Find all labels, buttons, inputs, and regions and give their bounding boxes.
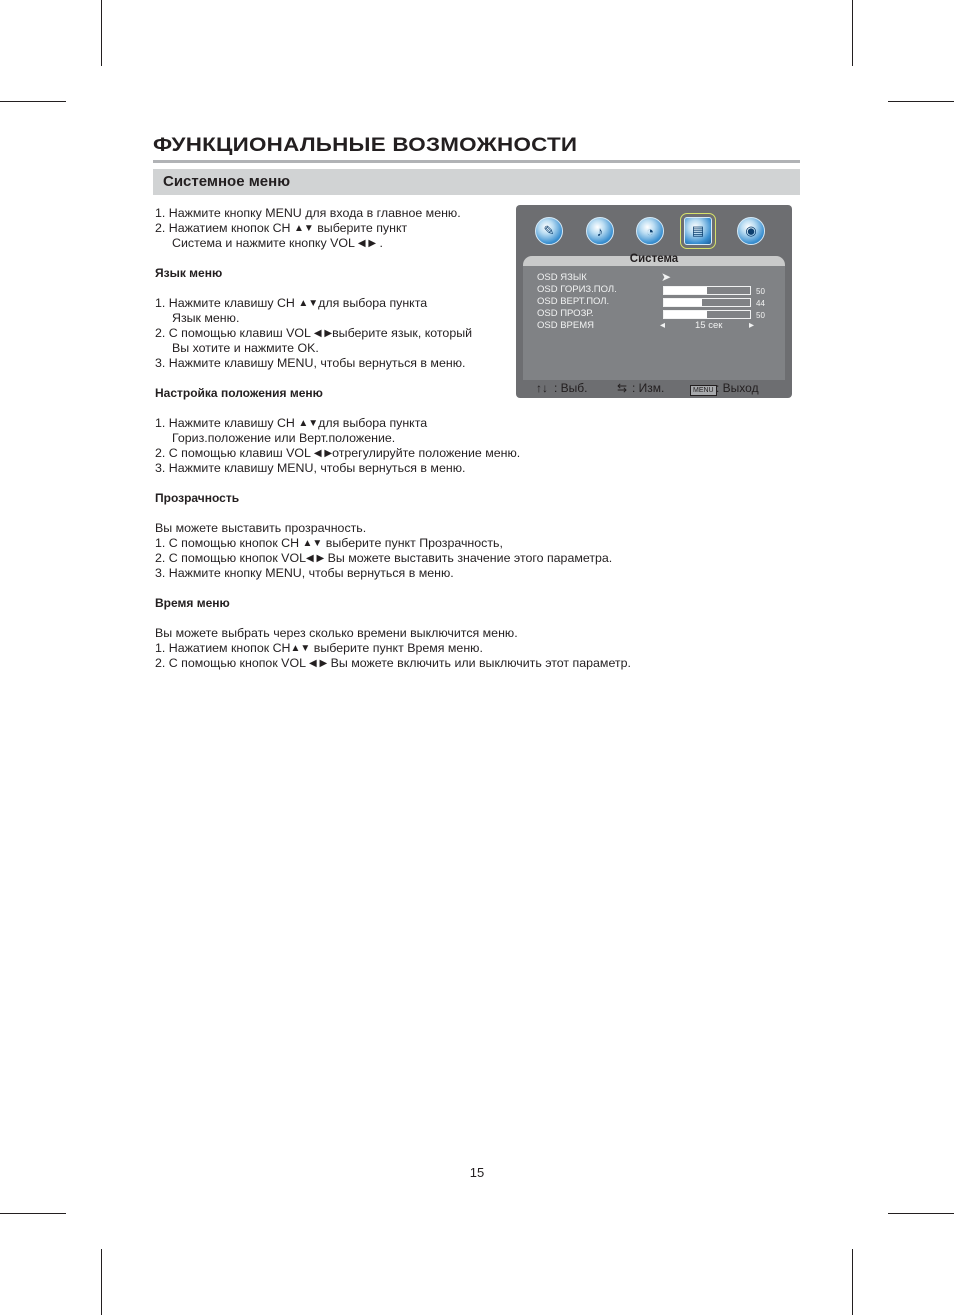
- transparency-intro: Вы можете выставить прозрачность.: [155, 521, 367, 535]
- swap-arrows-icon: ⇆: [617, 381, 628, 395]
- transparency-step-2: [155, 551, 715, 566]
- crop-mark: [101, 1249, 102, 1315]
- position-step-1-cont: Гориз.положение или Верт.положение.: [172, 431, 396, 445]
- crop-mark: [852, 0, 853, 66]
- osd-slider-h-position: [663, 286, 751, 295]
- time-icon: ◔: [636, 217, 664, 245]
- left-right-arrows-icon: ◀ ▶: [313, 328, 333, 339]
- position-step-3: 3. Нажмите клавишу MENU, чтобы вернуться в меню.: [155, 461, 466, 475]
- transparency-step-2-text: 2. С помощью кнопок VOL: [155, 551, 306, 565]
- slider-fill: [664, 311, 707, 318]
- slider-fill: [664, 287, 707, 294]
- crop-mark: [0, 1213, 66, 1214]
- osd-slider-v-position: [663, 298, 751, 307]
- up-down-arrows-icon: ▲▼: [298, 298, 319, 309]
- arrow-right-icon: ▸: [749, 320, 755, 331]
- page-title: ФУНКЦИОНАЛЬНЫЕ ВОЗМОЖНОСТИ: [153, 135, 578, 156]
- up-down-arrows-icon: ▲▼: [293, 223, 314, 234]
- position-step-2-text: 2. С помощью клавиш VOL: [155, 446, 311, 460]
- timeout-step-2-text-end: Вы можете включить или выключить этот параметр.: [330, 656, 631, 670]
- transparency-step-1-text-end: выберите пункт Прозрачность,: [325, 536, 503, 550]
- position-step-1-text: 1. Нажмите клавишу CH: [155, 416, 295, 430]
- section-title: Системное меню: [163, 173, 291, 190]
- osd-row-time: OSD ВРЕМЯ: [537, 320, 595, 331]
- channel-icon: ◉: [737, 217, 765, 245]
- crop-mark: [101, 0, 102, 66]
- transparency-step-2-text-end: Вы можете выставить значение этого параметра.: [327, 551, 613, 565]
- lang-step-2-text-end: выберите язык, который: [332, 326, 473, 340]
- section-header: [153, 169, 800, 195]
- osd-row-v-position: OSD ВЕРТ.ПОЛ.: [537, 296, 610, 307]
- osd-row-h-position: OSD ГОРИЗ.ПОЛ.: [537, 284, 617, 295]
- heading-timeout: Время меню: [155, 596, 230, 610]
- menu-key-icon: MENU: [690, 385, 717, 396]
- left-right-arrows-icon: ◀ ▶: [357, 238, 377, 249]
- lang-step-2-text: 2. С помощью клавиш VOL: [155, 326, 311, 340]
- position-step-1: [155, 416, 715, 431]
- osd-panel: [523, 253, 785, 380]
- picture-icon: ✎: [535, 217, 563, 245]
- osd-footer-select: : Выб.: [554, 381, 588, 395]
- osd-value-time: 15 сек: [695, 320, 723, 331]
- up-down-arrows-icon: ▲▼: [290, 643, 311, 654]
- intro-step-2-cont-text: Система и нажмите кнопку VOL: [172, 236, 355, 250]
- timeout-step-2: [155, 656, 715, 671]
- lang-step-3: 3. Нажмите клавишу MENU, чтобы вернуться в меню.: [155, 356, 466, 370]
- up-down-nav-icon: ↑↓: [536, 381, 548, 395]
- timeout-step-1-text: 1. Нажатием кнопок CH: [155, 641, 291, 655]
- arrow-right-icon: ➤: [661, 270, 672, 284]
- crop-mark: [0, 101, 66, 102]
- position-step-1-text-end: для выбора пункта: [318, 416, 428, 430]
- osd-system-menu-screenshot: [516, 205, 792, 398]
- osd-value-v-position: 44: [756, 299, 765, 308]
- sound-icon: ♪: [586, 217, 614, 245]
- position-step-2: [155, 446, 715, 461]
- lang-step-2-cont: Вы хотите и нажмите OK.: [172, 341, 319, 355]
- title-rule: [153, 160, 800, 163]
- osd-title: Система: [629, 253, 679, 265]
- lang-step-1-text-end: для выбора пункта: [318, 296, 428, 310]
- intro-step-2-text-end: выберите пункт: [317, 221, 408, 235]
- osd-footer: [516, 379, 792, 398]
- left-right-arrows-icon: ◀ ▶: [305, 553, 325, 564]
- lang-step-1-text: 1. Нажмите клавишу CH: [155, 296, 295, 310]
- osd-footer-change: : Изм.: [632, 381, 665, 395]
- crop-mark: [852, 1249, 853, 1315]
- intro-step-1: 1. Нажмите кнопку MENU для входа в главное меню.: [155, 206, 461, 220]
- page-number: 15: [469, 1165, 485, 1180]
- transparency-step-1-text: 1. С помощью кнопок CH: [155, 536, 300, 550]
- left-right-arrows-icon: ◀ ▶: [308, 658, 328, 669]
- timeout-intro: Вы можете выбрать через сколько времени выключится меню.: [155, 626, 518, 640]
- heading-lang: Язык меню: [155, 266, 223, 280]
- up-down-arrows-icon: ▲▼: [302, 538, 323, 549]
- osd-value-transparency: 50: [756, 311, 765, 320]
- osd-panel-header: [523, 253, 785, 266]
- osd-slider-transparency: [663, 310, 751, 319]
- osd-footer-exit: : Выход: [716, 381, 759, 395]
- heading-transparency: Прозрачность: [155, 491, 240, 505]
- position-step-2-text-end: отрегулируйте положение меню.: [332, 446, 521, 460]
- timeout-step-1-text-end: выберите пункт Время меню.: [313, 641, 483, 655]
- left-right-arrows-icon: ◀ ▶: [313, 448, 333, 459]
- system-icon: ▤: [684, 217, 712, 245]
- heading-position: Настройка положения меню: [155, 386, 323, 400]
- lang-step-1-cont: Язык меню.: [172, 311, 240, 325]
- intro-step-2-dot: .: [379, 236, 383, 250]
- slider-fill: [664, 299, 702, 306]
- osd-row-transparency: OSD ПРОЗР.: [537, 308, 594, 319]
- timeout-step-2-text: 2. С помощью кнопок VOL: [155, 656, 306, 670]
- timeout-step-1: [155, 641, 715, 656]
- osd-value-h-position: 50: [756, 287, 765, 296]
- arrow-left-icon: ◂: [660, 320, 666, 331]
- osd-row-language: OSD ЯЗЫК: [537, 272, 587, 283]
- crop-mark: [888, 101, 954, 102]
- intro-step-2-text: 2. Нажатием кнопок CH: [155, 221, 291, 235]
- up-down-arrows-icon: ▲▼: [298, 418, 319, 429]
- transparency-step-1: [155, 536, 715, 551]
- crop-mark: [888, 1213, 954, 1214]
- transparency-step-3: 3. Нажмите кнопку MENU, чтобы вернуться в меню.: [155, 566, 454, 580]
